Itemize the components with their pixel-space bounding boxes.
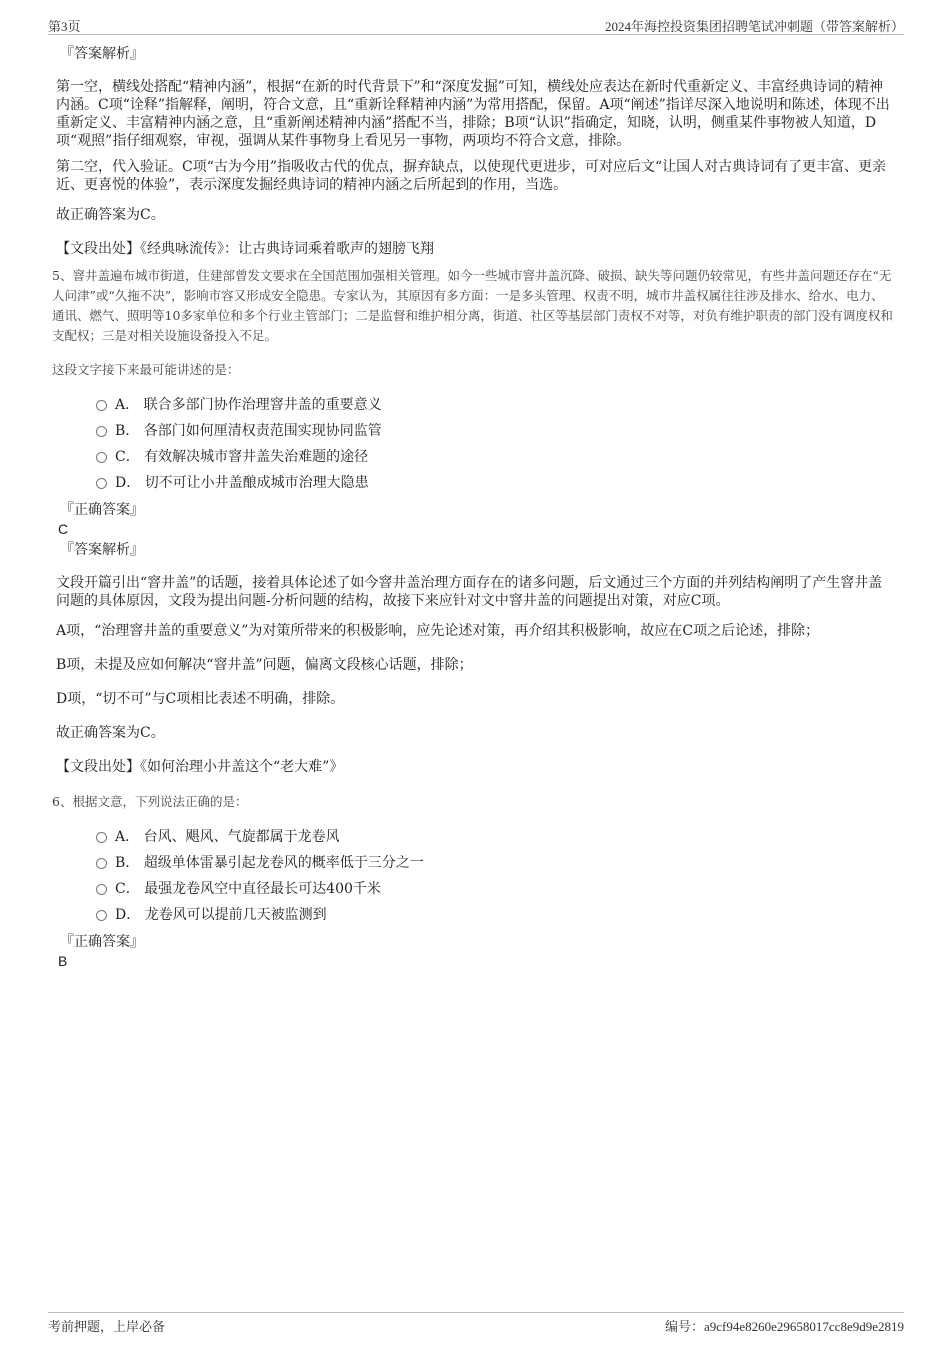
analysis-label: 『答案解析』 bbox=[60, 542, 144, 558]
page-number: 第3页 bbox=[48, 19, 81, 34]
page-header bbox=[48, 14, 904, 35]
option-a[interactable]: A． 台风、飓风、气旋都属于龙卷风 bbox=[96, 824, 896, 850]
analysis-paragraph: 第一空，横线处搭配“精神内涵”，根据“在新的时代背景下”和“深度发掘”可知，横线处应表达在新时代重新定义、丰富经典诗词的精神内涵。C项“诠释”指解释，阐明，符合文意，且“重新诠释精神内涵”为常用搭配，保留。A项“阐述”指详尽深入地说明和陈述，体现不出重新定义、丰富精神内涵之意，且“重新阐述精神内涵”搭配不当，排除；B项“认识”指确定，知晓，认明，侧重某件事物被人知道，D项“观照”指仔细观察，审视，强调从某件事物身上看见另一事物，两项均不符合文意，排除。 bbox=[56, 79, 890, 149]
radio-icon[interactable] bbox=[96, 400, 107, 411]
option-c[interactable]: C． 最强龙卷风空中直径最长可达400千米 bbox=[96, 876, 896, 902]
question-stem: 5、窨井盖遍布城市街道，住建部曾发文要求在全国范围加强相关管理。如今一些城市窨井盖沉降、破损、缺失等问题仍较常见，有些井盖问题还存在“无人问津”或“久拖不决”，影响市容又形成安全隐患。专家认为，其原因有多方面：一是多头管理、权责不明，城市井盖权属往往涉及排水、给水、电力、通讯、燃气、照明等10多家单位和多个行业主管部门；二是监督和维护相分离，街道、社区等基层部门责权不对等，对负有维护职责的部门没有调度权和支配权；三是对相关设施设备投入不足。 bbox=[52, 268, 893, 343]
answer-label: 『正确答案』 bbox=[60, 502, 144, 518]
radio-icon[interactable] bbox=[96, 910, 107, 921]
option-d[interactable]: D． 切不可让小井盖酿成城市治理大隐患 bbox=[96, 470, 896, 496]
option-list bbox=[56, 392, 896, 496]
source-text: 【文段出处】《经典咏流传》：让古典诗词乘着歌声的翅膀飞翔 bbox=[56, 241, 434, 257]
radio-icon[interactable] bbox=[96, 478, 107, 489]
correct-answer: B bbox=[58, 953, 68, 969]
source-text: 【文段出处】《如何治理小井盖这个“老大难”》 bbox=[56, 759, 344, 775]
option-d[interactable]: D． 龙卷风可以提前几天被监测到 bbox=[96, 902, 896, 928]
option-b[interactable]: B． 超级单体雷暴引起龙卷风的概率低于三分之一 bbox=[96, 850, 896, 876]
question-stem: 6、根据文意，下列说法正确的是： bbox=[52, 794, 248, 809]
radio-icon[interactable] bbox=[96, 884, 107, 895]
conclusion-text: 故正确答案为C。 bbox=[56, 725, 165, 741]
conclusion-text: 故正确答案为C。 bbox=[56, 207, 165, 223]
option-list bbox=[56, 824, 896, 928]
analysis-paragraph: A项，“治理窨井盖的重要意义”为对策所带来的积极影响，应先论述对策，再介绍其积极影响，故应在C项之后论述，排除； bbox=[56, 623, 820, 639]
document-title: 2024年海控投资集团招聘笔试冲刺题（带答案解析） bbox=[604, 19, 904, 34]
page-footer bbox=[48, 1312, 904, 1333]
radio-icon[interactable] bbox=[96, 858, 107, 869]
document-id: 编号：a9cf94e8260e29658017cc8e9d9e2819 bbox=[665, 1319, 904, 1334]
analysis-paragraph: 第二空，代入验证。C项“古为今用”指吸收古代的优点，摒弃缺点，以使现代更进步，可对应后文“让国人对古典诗词有了更丰富、更亲近、更喜悦的体验”，表示深度发掘经典诗词的精神内涵之后所起到的作用，当选。 bbox=[56, 159, 887, 193]
analysis-label: 『答案解析』 bbox=[60, 46, 144, 62]
option-a[interactable]: A． 联合多部门协作治理窨井盖的重要意义 bbox=[96, 392, 896, 418]
page-content bbox=[52, 44, 896, 970]
radio-icon[interactable] bbox=[96, 832, 107, 843]
option-b[interactable]: B． 各部门如何厘清权责范围实现协同监管 bbox=[96, 418, 896, 444]
analysis-paragraph: D项，“切不可”与C项相比表述不明确，排除。 bbox=[56, 691, 345, 707]
radio-icon[interactable] bbox=[96, 452, 107, 463]
analysis-paragraph: B项，未提及应如何解决“窨井盖”问题，偏离文段核心话题，排除； bbox=[56, 657, 473, 673]
option-c[interactable]: C． 有效解决城市窨井盖失治难题的途径 bbox=[96, 444, 896, 470]
answer-label: 『正确答案』 bbox=[60, 934, 144, 950]
correct-answer: C bbox=[58, 521, 69, 537]
radio-icon[interactable] bbox=[96, 426, 107, 437]
analysis-paragraph: 文段开篇引出“窨井盖”的话题，接着具体论述了如今窨井盖治理方面存在的诸多问题，后文通过三个方面的并列结构阐明了产生窨井盖问题的具体原因，文段为提出问题-分析问题的结构，故接下来应针对文中窨井盖的问题提出对策，对应C项。 bbox=[56, 575, 883, 609]
footer-slogan: 考前押题，上岸必备 bbox=[48, 1319, 166, 1334]
question-prompt: 这段文字接下来最可能讲述的是： bbox=[52, 362, 240, 377]
